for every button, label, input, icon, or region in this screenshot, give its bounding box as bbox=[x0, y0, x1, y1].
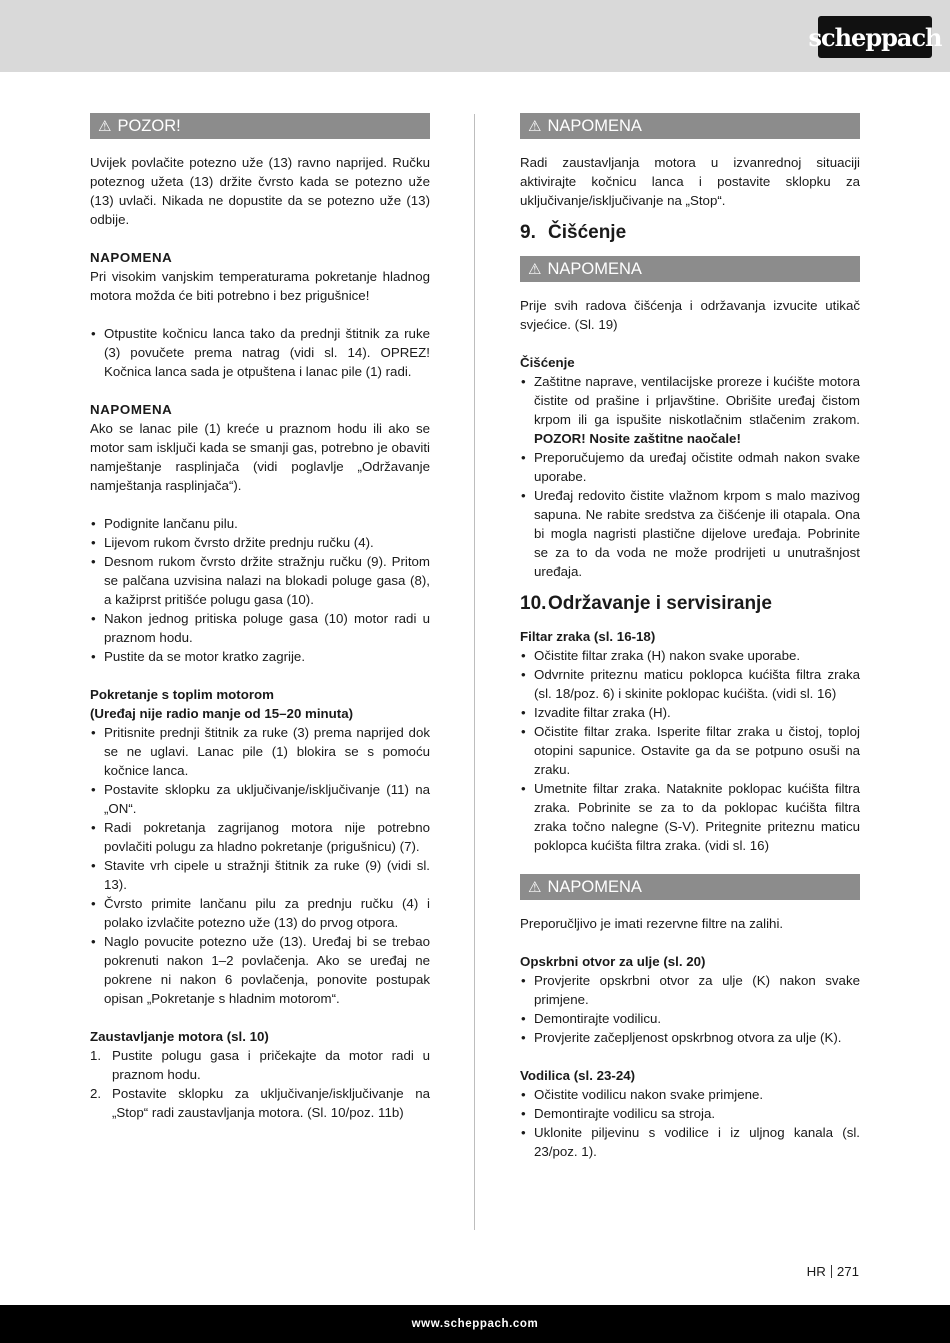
list-item: • Podignite lančanu pilu. bbox=[90, 514, 430, 533]
list-item: • Očistite filtar zraka (H) nakon svake uporabe. bbox=[520, 646, 860, 665]
list-item: • Čvrsto primite lančanu pilu za prednju ručku (4) i polako izvlačite potezno uže (13) do prvog otpora. bbox=[90, 894, 430, 932]
bullet-list bbox=[90, 514, 430, 666]
list-item: 1. Pustite polugu gasa i pričekajte da motor radi u praznom hodu. bbox=[90, 1048, 430, 1082]
list-item: • Izvadite filtar zraka (H). bbox=[520, 703, 860, 722]
list-item: • Lijevom rukom čvrsto držite prednju ručku (4). bbox=[90, 533, 430, 552]
list-item: • Demontirajte vodilicu sa stroja. bbox=[520, 1104, 860, 1123]
list-item: • Uređaj redovito čistite vlažnom krpom s malo mazivog sapuna. Ne rabite sredstva za čišćenje ili otapala. Ona bi mogla nagristi plastične dijelove uređaja. Pobrinite se za to da voda ne može prodrijeti u unutrašnjost uređaja. bbox=[520, 486, 860, 581]
section-heading: 10.Održavanje i servisiranje bbox=[520, 593, 772, 614]
note-title: NAPOMENA bbox=[547, 878, 642, 896]
warning-triangle-icon: ⚠ bbox=[528, 260, 542, 278]
list-item: • Očistite filtar zraka. Isperite filtar zraka u čistoj, toploj otopini sapunice. Ostavite ga da se potpuno osuši na zraku. bbox=[520, 722, 860, 779]
footer-bar bbox=[0, 1305, 950, 1343]
warning-title: POZOR! bbox=[117, 117, 181, 135]
list-item: 2. Postavite sklopku za uključivanje/isključivanje na „Stop“ radi zaustavljanja motora. (Sl. 10/poz. 11b) bbox=[90, 1086, 430, 1120]
paragraph: Preporučljivo je imati rezervne filtre na zalihi. bbox=[520, 916, 784, 931]
list-item: • Provjerite začepljenost opskrbnog otvora za ulje (K). bbox=[520, 1028, 860, 1047]
list-item: • Provjerite opskrbni otvor za ulje (K) nakon svake primjene. bbox=[520, 971, 860, 1009]
bullet-list bbox=[520, 372, 860, 581]
subheading: Vodilica (sl. 23-24) bbox=[520, 1068, 636, 1083]
list-item: • Očistite vodilicu nakon svake primjene. bbox=[520, 1085, 860, 1104]
list-item: • Desnom rukom čvrsto držite stražnju ručku (9). Pritom se palčana uzvisina nalazi na blokadi poluge gasa (8), a kažiprst pritišće polugu gasa (10). bbox=[90, 552, 430, 609]
brand-logo: scheppach bbox=[818, 16, 932, 58]
list-item: • Demontirajte vodilicu. bbox=[520, 1009, 860, 1028]
subheading: Opskrbni otvor za ulje (sl. 20) bbox=[520, 954, 706, 969]
right-column bbox=[520, 113, 860, 1161]
note-heading: NAPOMENA bbox=[90, 250, 173, 265]
list-item: • Preporučujemo da uređaj očistite odmah nakon svake uporabe. bbox=[520, 448, 860, 486]
list-item: • Otpustite kočnicu lanca tako da prednji štitnik za ruke (3) povučete prema natrag (vidi sl. 14). OPREZ! Kočnica lanca sada je otpuštena i lanac pile (1) radi. bbox=[90, 324, 430, 381]
bullet-list bbox=[520, 646, 860, 855]
paragraph: Radi zaustavljanja motora u izvanrednoj situaciji aktivirajte kočnicu lanca i postavite sklopku za uključivanje/isključivanje na „Stop“. bbox=[520, 155, 860, 208]
list-item: • Pritisnite prednji štitnik za ruke (3) prema naprijed dok se ne uglavi. Lanac pile (1) blokira se s pomoću kočnice lanca. bbox=[90, 723, 430, 780]
list-item: • Postavite sklopku za uključivanje/isključivanje (11) na „ON“. bbox=[90, 780, 430, 818]
left-column bbox=[90, 113, 430, 1122]
list-item: • Zaštitne naprave, ventilacijske proreze i kućište motora čistite od prašine i prljavštine. Obrišite uređaj čistom krpom ili ga ispušite niskotlačnim stlačenim zrakom. POZOR! Nosite zaštitne naočale! bbox=[520, 372, 860, 448]
note-box bbox=[520, 874, 860, 900]
warning-triangle-icon: ⚠ bbox=[528, 878, 542, 896]
bullet-list bbox=[90, 324, 430, 381]
paragraph: Pri visokim vanjskim temperaturama pokretanje hladnog motora možda će biti potrebno i bez prigušnice! bbox=[90, 269, 430, 303]
list-item: • Umetnite filtar zraka. Nataknite poklopac kućišta filtra zraka. Pobrinite se za to da poklopac kućišta filtra zraka točno nalegne (S-V). Pritegnite priteznu maticu poklopca kućišta filtra zraka. (vidi sl. 16) bbox=[520, 779, 860, 855]
subheading: Pokretanje s toplim motorom bbox=[90, 687, 274, 702]
note-title: NAPOMENA bbox=[547, 260, 642, 278]
page-number bbox=[807, 1264, 859, 1279]
warning-triangle-icon: ⚠ bbox=[98, 117, 112, 135]
list-item: • Stavite vrh cipele u stražnji štitnik za ruke (9) (vidi sl. 13). bbox=[90, 856, 430, 894]
bullet-list bbox=[520, 971, 860, 1047]
list-item: • Uklonite piljevinu s vodilice i iz uljnog kanala (sl. 23/poz. 1). bbox=[520, 1123, 860, 1161]
list-item: • Pustite da se motor kratko zagrije. bbox=[90, 647, 430, 666]
section-heading: 9. Čišćenje bbox=[520, 222, 627, 243]
note-box bbox=[520, 113, 860, 139]
subheading: Filtar zraka (sl. 16-18) bbox=[520, 629, 656, 644]
column-divider bbox=[474, 114, 475, 1230]
bullet-list bbox=[520, 1085, 860, 1161]
bullet-list bbox=[90, 723, 430, 1008]
warning-triangle-icon: ⚠ bbox=[528, 117, 542, 135]
subheading: (Uređaj nije radio manje od 15–20 minuta) bbox=[90, 706, 354, 721]
subheading: Čišćenje bbox=[520, 355, 575, 370]
paragraph: Prije svih radova čišćenja i održavanja izvucite utikač svjećice. (Sl. 19) bbox=[520, 298, 860, 332]
list-item: • Odvrnite priteznu maticu poklopca kućišta filtra zraka (sl. 18/poz. 6) i skinite poklopac kućišta. (vidi sl. 16) bbox=[520, 665, 860, 703]
numbered-list bbox=[90, 1046, 430, 1122]
language-code: HR bbox=[806, 1264, 826, 1279]
warning-box bbox=[90, 113, 430, 139]
page-num: 271 bbox=[836, 1264, 859, 1279]
list-item: • Nakon jednog pritiska poluge gasa (10) motor radi u praznom hodu. bbox=[90, 609, 430, 647]
paragraph: Uvijek povlačite potezno uže (13) ravno naprijed. Ručku poteznog užeta (13) držite čvrsto kada se potezno uže (13) uvlači. Nikada ne dopustite da se potezno uže (13) odbije. bbox=[90, 155, 430, 227]
note-box bbox=[520, 256, 860, 282]
list-item: • Radi pokretanja zagrijanog motora nije potrebno povlačiti polugu za hladno pokretanje (prigušnicu) (7). bbox=[90, 818, 430, 856]
list-item: • Naglo povucite potezno uže (13). Uređaj bi se trebao pokrenuti nakon 1–2 povlačenja. Ako se uređaj ne pokrene ni nakon 6 povlačenja, ponovite postupak opisan „Pokretanje s hladnim motorom“. bbox=[90, 932, 430, 1008]
paragraph: Ako se lanac pile (1) kreće u praznom hodu ili ako se motor sam isključi kada se smanji gas, potrebno je obaviti namještanje rasplinjača (vidi poglavlje „Održavanje namještanja rasplinjača“). bbox=[90, 421, 430, 493]
note-title: NAPOMENA bbox=[547, 117, 642, 135]
website-link[interactable]: www.scheppach.com bbox=[411, 1318, 539, 1330]
note-heading: NAPOMENA bbox=[90, 402, 173, 417]
subheading: Zaustavljanje motora (sl. 10) bbox=[90, 1029, 269, 1044]
